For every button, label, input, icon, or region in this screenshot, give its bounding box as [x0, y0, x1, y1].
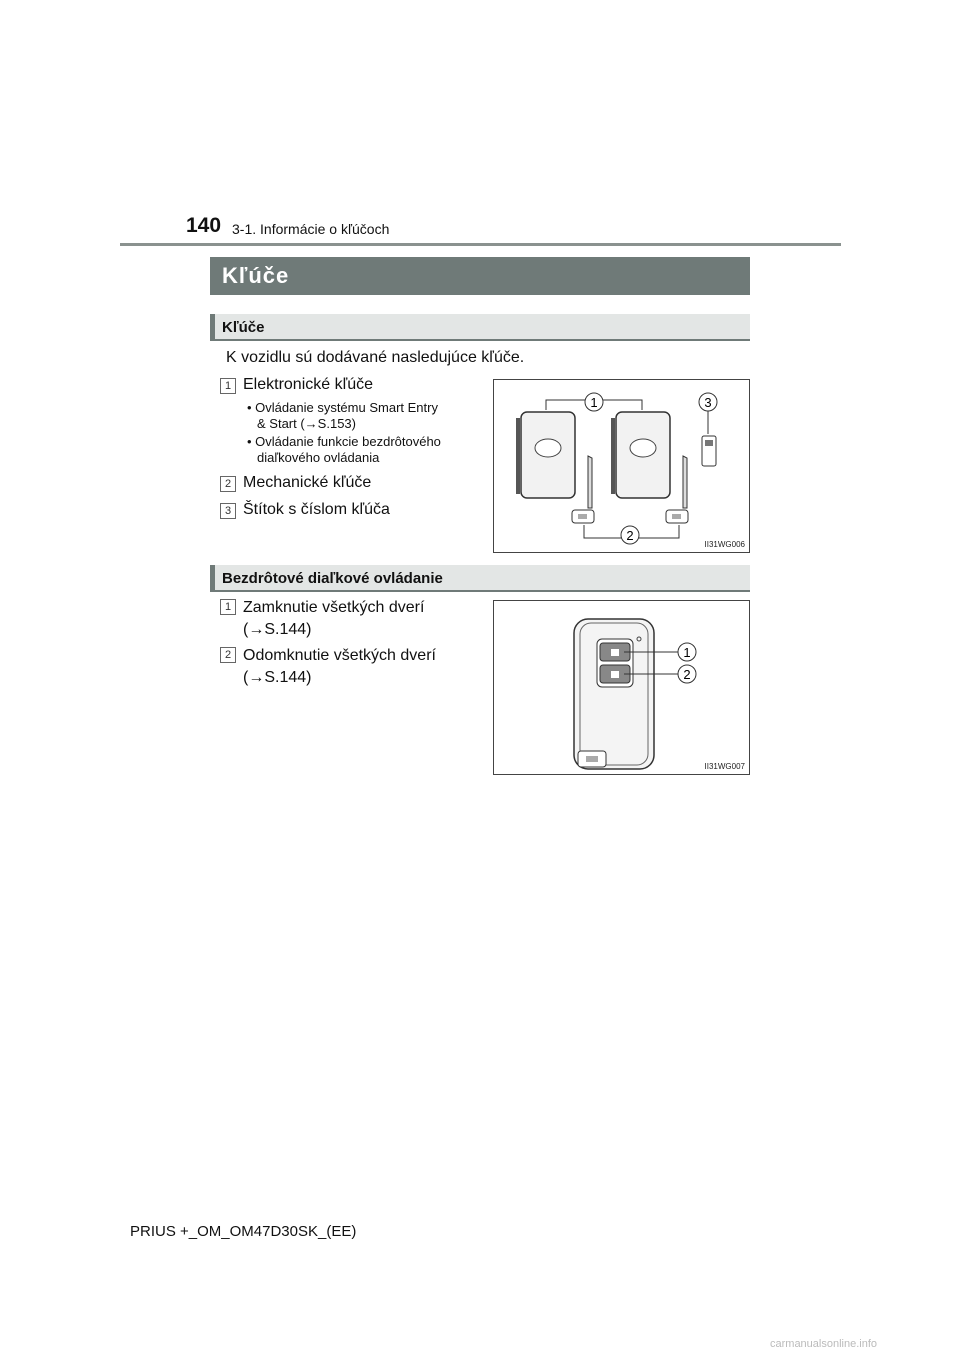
bullet-line: diaľkového ovládania — [257, 450, 380, 465]
item-reference: (→S.144) — [243, 621, 312, 638]
keys-intro: K vozidlu sú dodávané nasledujúce kľúče. — [226, 349, 525, 366]
callout-2-label: 2 — [626, 528, 634, 543]
watermark: carmanualsonline.info — [770, 1338, 878, 1350]
item-label: Mechanické kľúče — [243, 474, 372, 491]
page-number: 140 — [186, 214, 222, 237]
bullet-item: • Ovládanie funkcie bezdrôtového diaľkového ovládania — [247, 434, 487, 466]
keys-item-list — [220, 376, 490, 536]
header-rule — [120, 243, 841, 246]
item-label: Odomknutie všetkých dverí — [243, 647, 436, 664]
item-number-badge: 2 — [220, 476, 236, 492]
mechanical-key-blade-left — [588, 456, 592, 508]
bullet-line: Ovládanie systému Smart Entry — [255, 400, 438, 415]
item-number-badge: 1 — [220, 599, 236, 615]
section-reference: 3-1. Informácie o kľúčoch — [232, 221, 390, 237]
bullet-item: • Ovládanie systému Smart Entry & Start (→S.153) — [247, 400, 487, 432]
page-title: Kľúče — [210, 257, 750, 295]
bullet-line: & Start (→S.153) — [257, 416, 356, 431]
bullet-line: Ovládanie funkcie bezdrôtového — [255, 434, 441, 449]
heading-marker — [210, 565, 215, 590]
mechanical-key-blade-right — [683, 456, 687, 508]
remote-figure — [493, 600, 750, 775]
fob-button-left — [535, 439, 561, 457]
remote-heading-text: Bezdrôtové diaľkové ovládanie — [222, 570, 443, 587]
remote-item-list — [220, 597, 490, 697]
item-number-badge: 3 — [220, 503, 236, 519]
keys-section-heading — [210, 314, 750, 341]
document-code: PRIUS +_OM_OM47D30SK_(EE) — [130, 1223, 357, 1240]
keys-figure — [493, 379, 750, 553]
remote-section-heading — [210, 565, 750, 592]
callout-1-label: 1 — [590, 395, 598, 410]
item-number-badge: 2 — [220, 647, 236, 663]
lock-icon — [611, 649, 619, 656]
callout-1-label: 1 — [683, 645, 691, 660]
item-label: Štítok s číslom kľúča — [243, 501, 390, 518]
keys-heading-text: Kľúče — [222, 319, 265, 336]
item-number-badge: 1 — [220, 378, 236, 394]
callout-3-label: 3 — [704, 395, 712, 410]
fob-button-right — [630, 439, 656, 457]
item-reference: (→S.144) — [243, 669, 312, 686]
callout-2-label: 2 — [683, 667, 691, 682]
item-label: Elektronické kľúče — [243, 376, 374, 393]
unlock-icon — [611, 671, 619, 678]
figure-code: II31WG006 — [704, 540, 745, 549]
remote-illustration — [494, 601, 749, 774]
keys-illustration — [494, 380, 749, 552]
figure-code: II31WG007 — [704, 762, 745, 771]
heading-marker — [210, 314, 215, 339]
item-label: Zamknutie všetkých dverí — [243, 599, 425, 616]
